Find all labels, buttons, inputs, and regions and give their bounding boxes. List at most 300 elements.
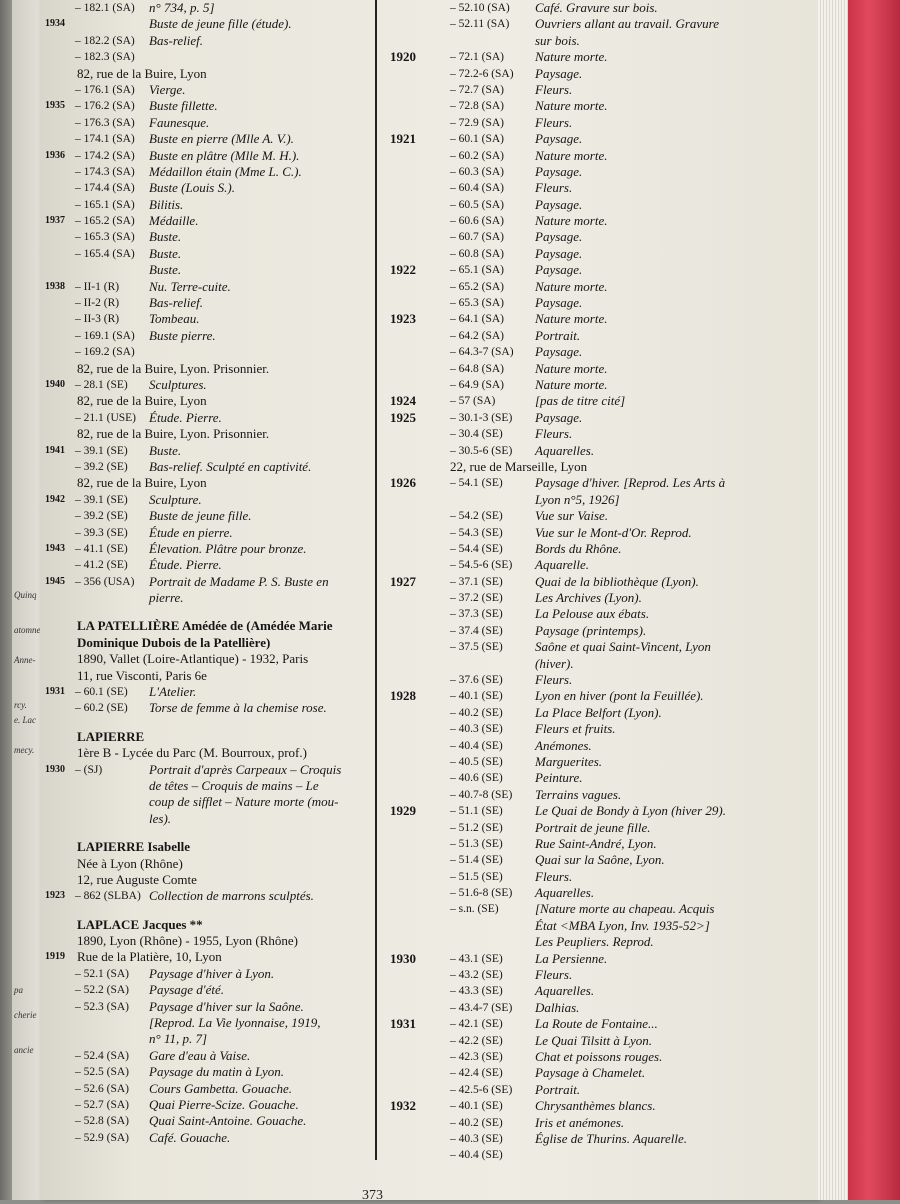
entry-text: Fleurs. [535,868,573,884]
entry-text: Étude en pierre. [149,524,233,540]
catalogue-entry [390,787,750,803]
entry-text: Les Peupliers. Reprod. [535,934,654,950]
catalogue-entry [390,393,750,409]
entry-text: Le Quai de Bondy à Lyon (hiver 29). [535,803,726,819]
page-edges [818,0,848,1200]
entry-text: [Nature morte au chapeau. Acquis [535,901,715,917]
catalogue-entry [390,1065,750,1081]
entry-text: Paysage d'hiver. [Reprod. Les Arts à [535,475,726,491]
artist-heading [45,917,375,933]
entry-number: – 165.3 (SA) [75,231,135,244]
entry-number: – 39.2 (SE) [75,460,128,473]
entry-text: Aquarelles. [535,442,595,458]
entry-year: 1923 [45,890,65,902]
entry-number: – 64.2 (SA) [450,329,504,342]
entry-text: Nu. Terre-cuite. [149,278,231,294]
entry-number: – 39.1 (SE) [75,444,128,457]
catalogue-entry [390,475,750,491]
catalogue-entry [45,295,375,311]
entry-number: – 165.1 (SA) [75,198,135,211]
catalogue-entry [45,492,375,508]
entry-number: – 41.2 (SE) [75,559,128,572]
entry-text: Bilitis. [149,196,184,212]
entry-year: 1943 [45,542,65,554]
entry-number: – 52.2 (SA) [75,984,129,997]
entry-number: – 42.1 (SE) [450,1018,503,1031]
entry-text: Bords du Rhône. [535,540,622,556]
margin-note: rcy. [14,700,27,710]
entry-text: Le Quai Tilsitt à Lyon. [535,1032,652,1048]
entry-text: Faunesque. [149,114,210,130]
entry-year: 1927 [390,573,416,589]
entry-text: La Persienne. [535,950,608,966]
artist-heading [45,618,375,634]
entry-number: – 40.7-8 (SE) [450,788,513,801]
entry-text: Vue sur Vaise. [535,508,609,524]
catalogue-entry [390,377,750,393]
entry-gap [45,717,375,729]
entry-number: – 37.4 (SE) [450,624,503,637]
entry-text: Vierge. [149,81,186,97]
entry-text: n° 734, p. 5] [149,0,215,15]
catalogue-entry [390,361,750,377]
entry-number: – 165.4 (SA) [75,247,135,260]
catalogue-entry [390,1147,750,1163]
entry-text: 11, rue Visconti, Paris 6e [77,667,207,683]
entry-number: – 51.1 (SE) [450,805,503,818]
entry-number: – 60.2 (SE) [75,702,128,715]
catalogue-entry [45,1130,375,1146]
entry-number: – 174.4 (SA) [75,182,135,195]
entry-text: Nature morte. [535,360,608,376]
entry-number: – 60.2 (SA) [450,149,504,162]
entry-text: Portrait. [535,1081,581,1097]
catalogue-entry [45,229,375,245]
entry-number: – 52.1 (SA) [75,967,129,980]
entry-number: – 42.2 (SE) [450,1034,503,1047]
catalogue-entry [45,443,375,459]
entry-number: – 52.9 (SA) [75,1131,129,1144]
catalogue-entry [45,794,375,810]
entry-year: 1931 [390,1016,416,1032]
catalogue-entry [390,115,750,131]
entry-text: Église de Thurins. Aquarelle. [535,1130,688,1146]
entry-text: La Pelouse aux ébats. [535,606,650,622]
catalogue-entry [390,82,750,98]
catalogue-entry [390,541,750,557]
entry-number: – 40.4 (SE) [450,1149,503,1162]
entry-number: – 60.3 (SA) [450,165,504,178]
entry-text: Buste. [149,262,182,278]
entry-year: 1931 [45,686,65,698]
entry-number: – 52.11 (SA) [450,18,510,31]
entry-text: n° 11, p. 7] [149,1031,208,1047]
entry-text: Fleurs. [535,426,573,442]
entry-number: – 51.4 (SE) [450,854,503,867]
entry-number: – 51.3 (SE) [450,837,503,850]
entry-number: – 30.4 (SE) [450,428,503,441]
entry-year: 1932 [390,1098,416,1114]
entry-number: – 40.3 (SE) [450,723,503,736]
address-line [45,475,375,491]
entry-text: Médaillon étain (Mme L. C.). [149,163,302,179]
catalogue-entry [45,1081,375,1097]
entry-text: Anémones. [535,737,592,753]
catalogue-entry [390,508,750,524]
catalogue-entry [45,557,375,573]
catalogue-entry [390,705,750,721]
entry-text: Saône et quai Saint-Vincent, Lyon [535,639,711,655]
entry-number: – 40.4 (SE) [450,739,503,752]
catalogue-entry [45,1015,375,1031]
entry-text: État <MBA Lyon, Inv. 1935-52>] [535,917,710,933]
catalogue-entry [390,197,750,213]
entry-number: – 54.2 (SE) [450,510,503,523]
entry-number: – (SJ) [75,763,103,776]
entry-text: Chat et poissons rouges. [535,1049,663,1064]
entry-number: – 52.3 (SA) [75,1000,129,1013]
catalogue-entry [45,148,375,164]
entry-text: Paysage. [535,344,583,360]
entry-number: – 52.10 (SA) [450,2,510,14]
entry-text: L'Atelier. [149,684,197,700]
catalogue-entry [390,1082,750,1098]
catalogue-entry [390,934,750,950]
entry-text: Terrains vagues. [535,786,622,802]
entry-text: Collection de marrons sculptés. [149,888,314,904]
entry-number: – 43.3 (SE) [450,985,503,998]
entry-number: – 60.4 (SA) [450,182,504,195]
entry-text: Étude. Pierre. [149,409,222,425]
entry-number: – 174.2 (SA) [75,149,135,162]
entry-text: Paysage. [535,131,583,147]
catalogue-entry [390,426,750,442]
artist-heading [45,635,375,651]
catalogue-entry [45,246,375,262]
entry-text: pierre. [149,590,184,606]
catalogue-entry [45,590,375,606]
entry-text: Quai sur la Saône, Lyon. [535,852,665,868]
catalogue-entry [45,459,375,475]
entry-text: Nature morte. [535,147,608,163]
margin-note: e. Lac [14,715,36,725]
entry-number: – 165.2 (SA) [75,215,135,228]
entry-text: La Place Belfort (Lyon). [535,704,662,720]
entry-year: 1936 [45,149,65,161]
entry-text: Buste en pierre (Mlle A. V.). [149,131,294,147]
column-divider [375,0,377,1160]
entry-text: Paysage. [535,229,583,245]
catalogue-entry [45,999,375,1015]
catalogue-entry [390,180,750,196]
entry-number: – 174.3 (SA) [75,165,135,178]
entry-number: – 65.3 (SA) [450,297,504,310]
address-line [45,66,375,82]
entry-text: Quai Saint-Antoine. Gouache. [149,1113,307,1129]
catalogue-entry [390,623,750,639]
catalogue-entry [390,148,750,164]
catalogue-entry [390,1098,750,1114]
entry-text: 22, rue de Marseille, Lyon [450,458,588,474]
address-line [45,426,375,442]
catalogue-entry [390,901,750,917]
entry-text: Fleurs. [535,81,573,97]
entry-text: Buste pierre. [149,327,216,343]
entry-text: Peinture. [535,770,583,786]
entry-text: Fleurs. [535,180,573,196]
entry-text: Paysage (printemps). [535,622,647,638]
entry-year: 1934 [45,18,65,30]
catalogue-entry [390,967,750,983]
entry-number: – 52.5 (SA) [75,1066,129,1079]
catalogue-entry [45,279,375,295]
entry-number: – 64.8 (SA) [450,362,504,375]
entry-text: de têtes – Croquis de mains – Le [149,777,319,793]
entry-number: – 176.3 (SA) [75,116,135,129]
entry-text: Lyon n°5, 1926] [535,491,620,507]
entry-number: – s.n. (SE) [450,903,499,916]
entry-number: – 30.5-6 (SE) [450,444,513,457]
catalogue-entry [390,606,750,622]
entry-year: 1940 [45,378,65,390]
catalogue-entry [45,888,375,904]
entry-text: Buste. [149,442,182,458]
entry-number: – 60.1 (SA) [450,133,504,146]
catalogue-entry [390,410,750,426]
entry-text: Fleurs et fruits. [535,721,616,737]
entry-text: les). [149,810,172,826]
margin-note: Anne- [14,655,36,665]
entry-number: – 39.2 (SE) [75,510,128,523]
entry-text: Buste de jeune fille (étude). [149,16,292,32]
entry-number: – 64.9 (SA) [450,378,504,391]
margin-note: cherie [14,1010,37,1020]
entry-text: Gare d'eau à Vaise. [149,1047,251,1063]
catalogue-entry [390,918,750,934]
entry-text: Marguerites. [535,753,603,769]
entry-number: – II-3 (R) [75,313,120,326]
entry-number: – 60.8 (SA) [450,247,504,260]
entry-text: Buste. [149,245,182,261]
entry-number: – 169.2 (SA) [75,346,135,359]
margin-note: Quinq [14,590,37,600]
entry-text: Torse de femme à la chemise rose. [149,700,327,716]
entry-text: Médaille. [149,213,199,229]
entry-number: – 37.6 (SE) [450,674,503,687]
catalogue-entry [390,951,750,967]
entry-number: – 43.2 (SE) [450,969,503,982]
red-book-cover [848,0,900,1200]
catalogue-entry [390,574,750,590]
entry-text: Paysage à Chamelet. [535,1065,646,1081]
entry-number: – 28.1 (SE) [75,378,128,391]
entry-text: Aquarelle. [535,557,590,573]
entry-year: 1922 [390,262,416,278]
entry-text: Bas-relief. Sculpté en captivité. [149,458,312,474]
catalogue-entry [45,778,375,794]
catalogue-entry [390,721,750,737]
entry-number: – 60.6 (SA) [450,215,504,228]
catalogue-entry [45,811,375,827]
address-line [45,933,375,949]
catalogue-entry [45,525,375,541]
entry-text: 82, rue de la Buire, Lyon [77,475,207,491]
catalogue-entry [45,410,375,426]
entry-text: Nature morte. [535,278,608,294]
entry-number: – 72.7 (SA) [450,83,504,96]
artist-heading [45,839,375,855]
entry-text: Nature morte. [535,49,608,65]
entry-text: Café. Gouache. [149,1129,231,1145]
entry-year: 1945 [45,575,65,587]
entry-number: – 40.1 (SE) [450,1100,503,1113]
catalogue-entry [390,836,750,852]
catalogue-entry [390,328,750,344]
entry-year: 1938 [45,280,65,292]
catalogue-entry [390,443,750,459]
catalogue-entry [390,557,750,573]
address-line [45,856,375,872]
entry-number: – 43.4-7 (SE) [450,1001,513,1014]
address-line [45,949,375,965]
entry-number: – II-1 (R) [75,280,120,293]
catalogue-entry [45,0,375,16]
artist-heading [45,729,375,745]
catalogue-entry [390,1016,750,1032]
catalogue-entry [45,1048,375,1064]
entry-text: Portrait d'après Carpeaux – Croquis [149,761,342,777]
catalogue-entry [45,164,375,180]
entry-number: – 42.3 (SE) [450,1051,503,1063]
entry-text: 1890, Lyon (Rhône) - 1955, Lyon (Rhône) [77,933,298,949]
margin-note: mecy. [14,745,35,755]
catalogue-entry [45,328,375,344]
entry-text: LA PATELLIÈRE Amédée de (Amédée Marie [77,618,333,634]
entry-text: Nature morte. [535,98,608,114]
catalogue-entry [45,1064,375,1080]
catalogue-entry [45,197,375,213]
catalogue-entry [45,311,375,327]
entry-text: Paysage. [535,295,583,311]
entry-number: – 54.1 (SE) [450,477,503,490]
entry-number: – 862 (SLBA) [75,890,141,903]
catalogue-entry [45,574,375,590]
entry-text: Paysage. [535,245,583,261]
entry-number: – 182.2 (SA) [75,34,135,47]
entry-number: – 60.5 (SA) [450,198,504,211]
entry-year: 1919 [45,951,65,963]
entry-text: Aquarelles. [535,885,595,901]
entry-number: – 356 (USA) [75,575,135,588]
catalogue-entry [390,869,750,885]
entry-text: Chrysanthèmes blancs. [535,1098,656,1114]
entry-number: – 176.2 (SA) [75,100,135,113]
entry-text: Paysage d'hiver sur la Saône. [149,998,304,1014]
catalogue-entry [390,66,750,82]
entry-text: Quai Pierre-Scize. Gouache. [149,1097,299,1112]
entry-number: – 40.3 (SE) [450,1132,503,1145]
entry-text: Nature morte. [535,376,608,392]
entry-text: Buste. [149,229,182,245]
catalogue-entry [390,164,750,180]
entry-year: 1935 [45,100,65,112]
entry-number: – 51.6-8 (SE) [450,887,513,900]
entry-text: 82, rue de la Buire, Lyon. Prisonnier. [77,360,270,376]
entry-number: – 40.5 (SE) [450,755,503,768]
entry-text: Buste en plâtre (Mlle M. H.). [149,147,300,163]
entry-year: 1937 [45,215,65,227]
entry-text: Élevation. Plâtre pour bronze. [149,540,307,556]
previous-page-edge [12,0,42,1200]
right-column [390,0,750,1164]
entry-number: – 72.8 (SA) [450,100,504,113]
entry-text: Paysage d'été. [149,982,224,998]
address-line [45,361,375,377]
entry-text: Buste (Louis S.). [149,180,235,196]
catalogue-entry [390,803,750,819]
entry-year: 1926 [390,475,416,491]
entry-number: – 51.5 (SE) [450,870,503,883]
catalogue-entry [390,262,750,278]
entry-text: 1890, Vallet (Loire-Atlantique) - 1932, Paris [77,651,309,667]
entry-text: Café. Gravure sur bois. [535,0,658,15]
entry-number: – 40.6 (SE) [450,772,503,785]
catalogue-entry [45,541,375,557]
margin-note: pa [14,985,23,995]
catalogue-entry [390,738,750,754]
entry-number: – 176.1 (SA) [75,83,135,96]
entry-number: – 37.2 (SE) [450,592,503,605]
entry-text: Paysage. [535,409,583,425]
entry-text: Née à Lyon (Rhône) [77,855,183,871]
entry-text: Les Archives (Lyon). [535,590,642,606]
entry-text: Portrait de jeune fille. [535,819,651,835]
address-line [45,393,375,409]
entry-text: Vue sur le Mont-d'Or. Reprod. [535,524,692,540]
catalogue-entry [390,0,750,16]
entry-gap [45,905,375,917]
entry-number: – 60.1 (SE) [75,686,128,699]
entry-text: LAPLACE Jacques ** [77,916,203,932]
entry-year: 1942 [45,493,65,505]
entry-number: – 65.2 (SA) [450,280,504,293]
entry-text: Paysage d'hiver à Lyon. [149,965,275,981]
catalogue-entry [390,279,750,295]
entry-text: Sculptures. [149,376,207,392]
entry-number: – 174.1 (SA) [75,133,135,146]
catalogue-entry [390,639,750,655]
entry-year: 1920 [390,49,416,65]
address-line [45,651,375,667]
entry-text: Buste de jeune fille. [149,508,252,524]
entry-text: Rue de la Platière, 10, Lyon [77,949,222,965]
entry-text: [pas de titre cité] [535,393,626,409]
entry-number: – 182.1 (SA) [75,2,135,14]
entry-number: – 40.1 (SE) [450,690,503,703]
catalogue-entry [45,115,375,131]
entry-text: Fleurs. [535,114,573,130]
entry-number: – 39.1 (SE) [75,493,128,506]
entry-text: Paysage. [535,163,583,179]
entry-number: – 54.4 (SE) [450,542,503,555]
entry-year: 1930 [45,763,65,775]
entry-text: 82, rue de la Buire, Lyon. Prisonnier. [77,426,270,442]
entry-number: – 182.3 (SA) [75,51,135,64]
entry-gap [45,606,375,618]
address-line [45,668,375,684]
entry-number: – 52.6 (SA) [75,1082,129,1095]
entry-text: Paysage. [535,65,583,81]
